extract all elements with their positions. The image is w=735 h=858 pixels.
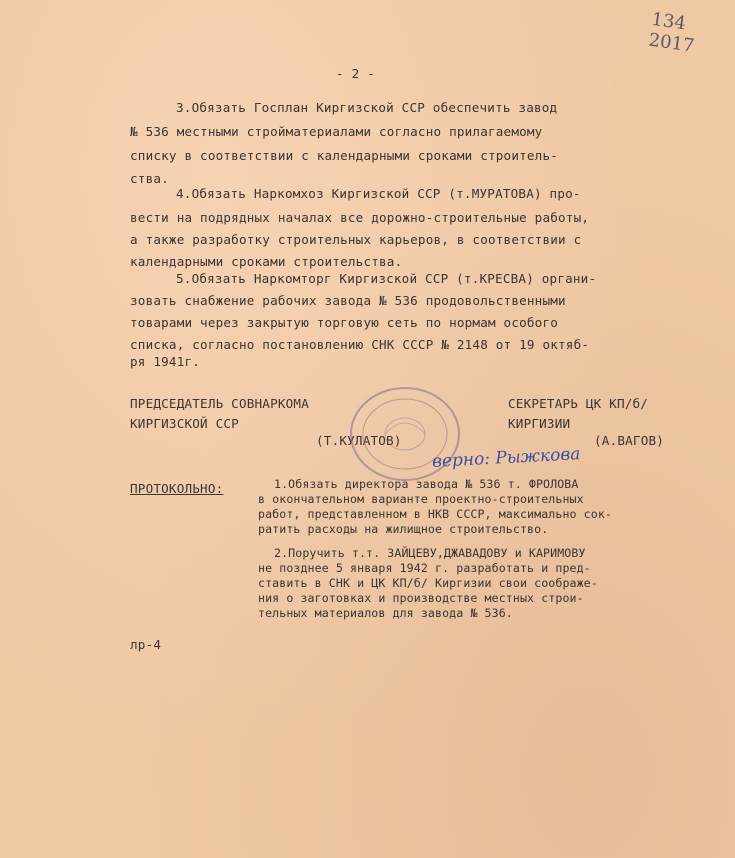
point-3-line-3: списку в соответствии с календарными сроками строитель- [130,148,559,163]
protocol-item-2-line-5: тельных материалов для завода № 536. [258,606,513,620]
point-5-line-1: 5.Обязать Наркомторг Киргизской ССР (т.КРЕСВА) органи- [176,271,597,286]
protocol-item-1-line-4: ратить расходы на жилищное строительство. [258,522,549,536]
protocol-item-1-line-2: в окончательном варианте проектно-строительных [258,492,584,506]
protocol-item-2-line-3: ставить в СНК и ЦК КП/б/ Киргизии свои соображе- [258,576,598,590]
chairman-title-1: ПРЕДСЕДАТЕЛЬ СОВНАРКОМА [130,396,309,411]
point-5-line-2: зовать снабжение рабочих завода № 536 продовольственными [130,293,566,308]
point-4-line-4: календарными сроками строительства. [130,254,403,269]
protocol-item-1-line-1: 1.Обязать директора завода № 536 т. ФРОЛОВА [274,477,579,491]
point-3-line-2: № 536 местными стройматериалами согласно прилагаемому [130,124,543,139]
point-4-line-2: вести на подрядных началах все дорожно-строительные работы, [130,210,590,225]
page-number: - 2 - [336,66,375,81]
chairman-title-2: КИРГИЗСКОЙ ССР [130,416,239,431]
protocol-item-2-line-2: не позднее 5 января 1942 г. разработать и пред- [258,561,591,575]
point-3-line-1: 3.Обязать Госплан Киргизской ССР обеспечить завод [176,100,558,115]
point-5-line-5: ря 1941г. [130,354,201,369]
point-3-line-4: ства. [130,171,169,186]
protocol-item-2-line-1: 2.Поручить т.т. ЗАЙЦЕВУ,ДЖАВАДОВУ и КАРИМОВУ [274,546,586,560]
chairman-name: (Т.КУЛАТОВ) [316,433,402,448]
archive-number: 134 2017 [647,8,696,57]
point-4-line-3: а также разработку строительных карьеров, в соответствии с [130,232,582,247]
secretary-name: (А.ВАГОВ) [594,433,665,448]
protocol-item-1-line-3: работ, представленном в НКВ СССР, максимально сок- [258,507,613,521]
secretary-title-1: СЕКРЕТАРЬ ЦК КП/б/ [508,396,649,411]
point-5-line-3: товарами через закрытую торговую сеть по нормам особого [130,315,559,330]
footer-code: лр-4 [130,637,162,652]
point-4-line-1: 4.Обязать Наркомхоз Киргизской ССР (т.МУРАТОВА) про- [176,186,581,201]
point-5-line-4: списка, согласно постановлению СНК СССР № 2148 от 19 октяб- [130,337,590,352]
certified-signature: верно: Рыжкова [431,444,581,472]
secretary-title-2: КИРГИЗИИ [508,416,571,431]
protocol-label: ПРОТОКОЛЬНО: [130,481,224,496]
protocol-item-2-line-4: ния о заготовках и производстве местных стрoи- [258,591,584,605]
